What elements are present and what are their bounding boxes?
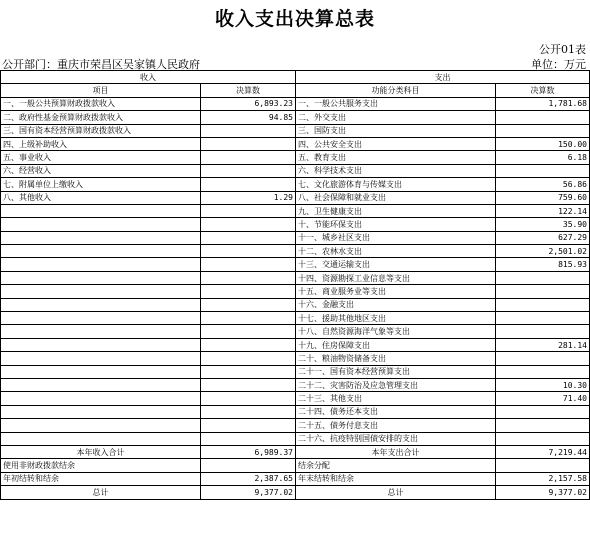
expense-item: 十六、金融支出 bbox=[296, 298, 496, 311]
expense-amount: 150.00 bbox=[496, 137, 590, 150]
expense-item: 二十五、债务付息支出 bbox=[296, 419, 496, 432]
expense-amount bbox=[496, 124, 590, 137]
income-amount bbox=[201, 151, 296, 164]
expense-amount bbox=[496, 312, 590, 325]
income-item: 八、其他收入 bbox=[1, 191, 201, 204]
item-header: 项目 bbox=[1, 84, 201, 97]
income-item bbox=[1, 419, 201, 432]
income-item bbox=[1, 271, 201, 284]
expense-amount: 281.14 bbox=[496, 338, 590, 351]
income-amount bbox=[201, 164, 296, 177]
nonfiscal-value bbox=[201, 459, 296, 472]
header-row-2 bbox=[1, 84, 590, 97]
department-label: 公开部门：重庆市荣昌区吴家镇人民政府 bbox=[2, 58, 200, 71]
table-row bbox=[1, 271, 590, 284]
table-row bbox=[1, 245, 590, 258]
table-row bbox=[1, 258, 590, 271]
income-total: 6,989.37 bbox=[201, 445, 296, 458]
expense-total: 7,219.44 bbox=[496, 445, 590, 458]
total-row bbox=[1, 486, 590, 499]
income-amount bbox=[201, 124, 296, 137]
income-amount bbox=[201, 258, 296, 271]
income-amount bbox=[201, 298, 296, 311]
amount-header-2: 决算数 bbox=[496, 84, 590, 97]
grand-total-expense: 9,377.02 bbox=[496, 486, 590, 499]
income-item: 三、国有资本经营预算财政拨款收入 bbox=[1, 124, 201, 137]
table-row bbox=[1, 137, 590, 150]
income-item bbox=[1, 298, 201, 311]
table-row bbox=[1, 218, 590, 231]
table-row bbox=[1, 325, 590, 338]
expense-amount bbox=[496, 298, 590, 311]
expense-item: 十四、资源勘探工业信息等支出 bbox=[296, 271, 496, 284]
expense-item: 二十六、抗疫特别国债安排的支出 bbox=[296, 432, 496, 445]
expense-amount bbox=[496, 352, 590, 365]
income-amount bbox=[201, 432, 296, 445]
table-row bbox=[1, 392, 590, 405]
income-amount: 94.85 bbox=[201, 111, 296, 124]
income-amount bbox=[201, 218, 296, 231]
income-item: 五、事业收入 bbox=[1, 151, 201, 164]
expense-amount: 56.86 bbox=[496, 178, 590, 191]
expense-amount bbox=[496, 432, 590, 445]
income-amount bbox=[201, 419, 296, 432]
unit-label: 单位：万元 bbox=[531, 58, 586, 71]
expense-item: 一、一般公共服务支出 bbox=[296, 97, 496, 110]
distribution-value bbox=[496, 459, 590, 472]
income-item bbox=[1, 432, 201, 445]
table-row bbox=[1, 285, 590, 298]
expense-item: 十三、交通运输支出 bbox=[296, 258, 496, 271]
expense-item: 二十、粮油物资储备支出 bbox=[296, 352, 496, 365]
expense-item: 六、科学技术支出 bbox=[296, 164, 496, 177]
expense-amount bbox=[496, 164, 590, 177]
income-item bbox=[1, 365, 201, 378]
expense-amount bbox=[496, 285, 590, 298]
table-row bbox=[1, 405, 590, 418]
table-row bbox=[1, 191, 590, 204]
table-row bbox=[1, 338, 590, 351]
expense-amount bbox=[496, 325, 590, 338]
table-row bbox=[1, 298, 590, 311]
income-expense-table bbox=[0, 70, 590, 500]
income-amount bbox=[201, 352, 296, 365]
income-item bbox=[1, 392, 201, 405]
income-item bbox=[1, 231, 201, 244]
income-item: 七、附属单位上缴收入 bbox=[1, 178, 201, 191]
income-item: 二、政府性基金预算财政拨款收入 bbox=[1, 111, 201, 124]
expense-amount: 627.29 bbox=[496, 231, 590, 244]
income-amount: 1.29 bbox=[201, 191, 296, 204]
table-row bbox=[1, 178, 590, 191]
income-item: 六、经营收入 bbox=[1, 164, 201, 177]
income-amount bbox=[201, 312, 296, 325]
income-item bbox=[1, 258, 201, 271]
expense-amount: 815.93 bbox=[496, 258, 590, 271]
grand-total-label: 总计 bbox=[1, 486, 201, 499]
expense-amount: 35.90 bbox=[496, 218, 590, 231]
income-item bbox=[1, 325, 201, 338]
begin-balance-label: 年初结转和结余 bbox=[1, 472, 201, 485]
expense-amount: 10.30 bbox=[496, 378, 590, 391]
income-item bbox=[1, 378, 201, 391]
expense-item: 七、文化旅游体育与传媒支出 bbox=[296, 178, 496, 191]
expense-item: 八、社会保障和就业支出 bbox=[296, 191, 496, 204]
distribution-label: 结余分配 bbox=[296, 459, 496, 472]
expense-item: 十一、城乡社区支出 bbox=[296, 231, 496, 244]
expense-amount bbox=[496, 405, 590, 418]
income-item bbox=[1, 338, 201, 351]
income-amount bbox=[201, 338, 296, 351]
table-row bbox=[1, 419, 590, 432]
income-amount bbox=[201, 137, 296, 150]
begin-balance: 2,387.65 bbox=[201, 472, 296, 485]
expense-item: 四、公共安全支出 bbox=[296, 137, 496, 150]
expense-item: 三、国防支出 bbox=[296, 124, 496, 137]
expense-amount: 71.40 bbox=[496, 392, 590, 405]
grand-total-income: 9,377.02 bbox=[201, 486, 296, 499]
expense-item: 五、教育支出 bbox=[296, 151, 496, 164]
expense-amount: 2,501.02 bbox=[496, 245, 590, 258]
expense-amount bbox=[496, 271, 590, 284]
table-row bbox=[1, 312, 590, 325]
table-row bbox=[1, 204, 590, 217]
income-amount bbox=[201, 271, 296, 284]
table-row bbox=[1, 432, 590, 445]
expense-amount: 759.60 bbox=[496, 191, 590, 204]
expense-amount bbox=[496, 111, 590, 124]
income-amount bbox=[201, 204, 296, 217]
table-row bbox=[1, 365, 590, 378]
total-row bbox=[1, 459, 590, 472]
income-item: 一、一般公共预算财政拨款收入 bbox=[1, 97, 201, 110]
expense-amount: 122.14 bbox=[496, 204, 590, 217]
expense-item: 二十四、债务还本支出 bbox=[296, 405, 496, 418]
end-balance-label: 年末结转和结余 bbox=[296, 472, 496, 485]
income-amount bbox=[201, 178, 296, 191]
table-row bbox=[1, 352, 590, 365]
income-item bbox=[1, 218, 201, 231]
expense-item: 十九、住房保障支出 bbox=[296, 338, 496, 351]
report-title: 收入支出决算总表 bbox=[214, 8, 375, 30]
income-item bbox=[1, 204, 201, 217]
expense-amount: 1,781.68 bbox=[496, 97, 590, 110]
form-number: 公开01表 bbox=[539, 43, 586, 56]
income-amount bbox=[201, 405, 296, 418]
table-row bbox=[1, 231, 590, 244]
income-header: 收入 bbox=[1, 71, 296, 84]
income-item: 四、上级补助收入 bbox=[1, 137, 201, 150]
expense-amount bbox=[496, 365, 590, 378]
expense-header: 支出 bbox=[296, 71, 590, 84]
grand-total-label-2: 总计 bbox=[296, 486, 496, 499]
income-amount bbox=[201, 325, 296, 338]
table-row bbox=[1, 97, 590, 110]
table-row bbox=[1, 111, 590, 124]
expense-item: 二十二、灾害防治及应急管理支出 bbox=[296, 378, 496, 391]
income-item bbox=[1, 405, 201, 418]
table-row bbox=[1, 124, 590, 137]
total-row bbox=[1, 445, 590, 458]
income-item bbox=[1, 312, 201, 325]
table-row bbox=[1, 378, 590, 391]
amount-header: 决算数 bbox=[201, 84, 296, 97]
total-row bbox=[1, 472, 590, 485]
expense-item: 十二、农林水支出 bbox=[296, 245, 496, 258]
function-header: 功能分类科目 bbox=[296, 84, 496, 97]
nonfiscal-label: 使用非财政拨款结余 bbox=[1, 459, 201, 472]
expense-item: 二、外交支出 bbox=[296, 111, 496, 124]
expense-item: 二十一、国有资本经营预算支出 bbox=[296, 365, 496, 378]
income-amount bbox=[201, 285, 296, 298]
table-row bbox=[1, 164, 590, 177]
income-amount bbox=[201, 378, 296, 391]
end-balance: 2,157.58 bbox=[496, 472, 590, 485]
expense-item: 十七、援助其他地区支出 bbox=[296, 312, 496, 325]
expense-amount: 6.18 bbox=[496, 151, 590, 164]
income-item bbox=[1, 245, 201, 258]
expense-item: 九、卫生健康支出 bbox=[296, 204, 496, 217]
header-row-1 bbox=[1, 71, 590, 84]
income-item bbox=[1, 352, 201, 365]
income-amount bbox=[201, 231, 296, 244]
expense-item: 十五、商业服务业等支出 bbox=[296, 285, 496, 298]
income-item bbox=[1, 285, 201, 298]
expense-total-label: 本年支出合计 bbox=[296, 445, 496, 458]
expense-item: 十、节能环保支出 bbox=[296, 218, 496, 231]
income-amount: 6,893.23 bbox=[201, 97, 296, 110]
expense-amount bbox=[496, 419, 590, 432]
expense-item: 十八、自然资源海洋气象等支出 bbox=[296, 325, 496, 338]
income-amount bbox=[201, 392, 296, 405]
income-total-label: 本年收入合计 bbox=[1, 445, 201, 458]
table-row bbox=[1, 151, 590, 164]
income-amount bbox=[201, 365, 296, 378]
income-amount bbox=[201, 245, 296, 258]
expense-item: 二十三、其他支出 bbox=[296, 392, 496, 405]
